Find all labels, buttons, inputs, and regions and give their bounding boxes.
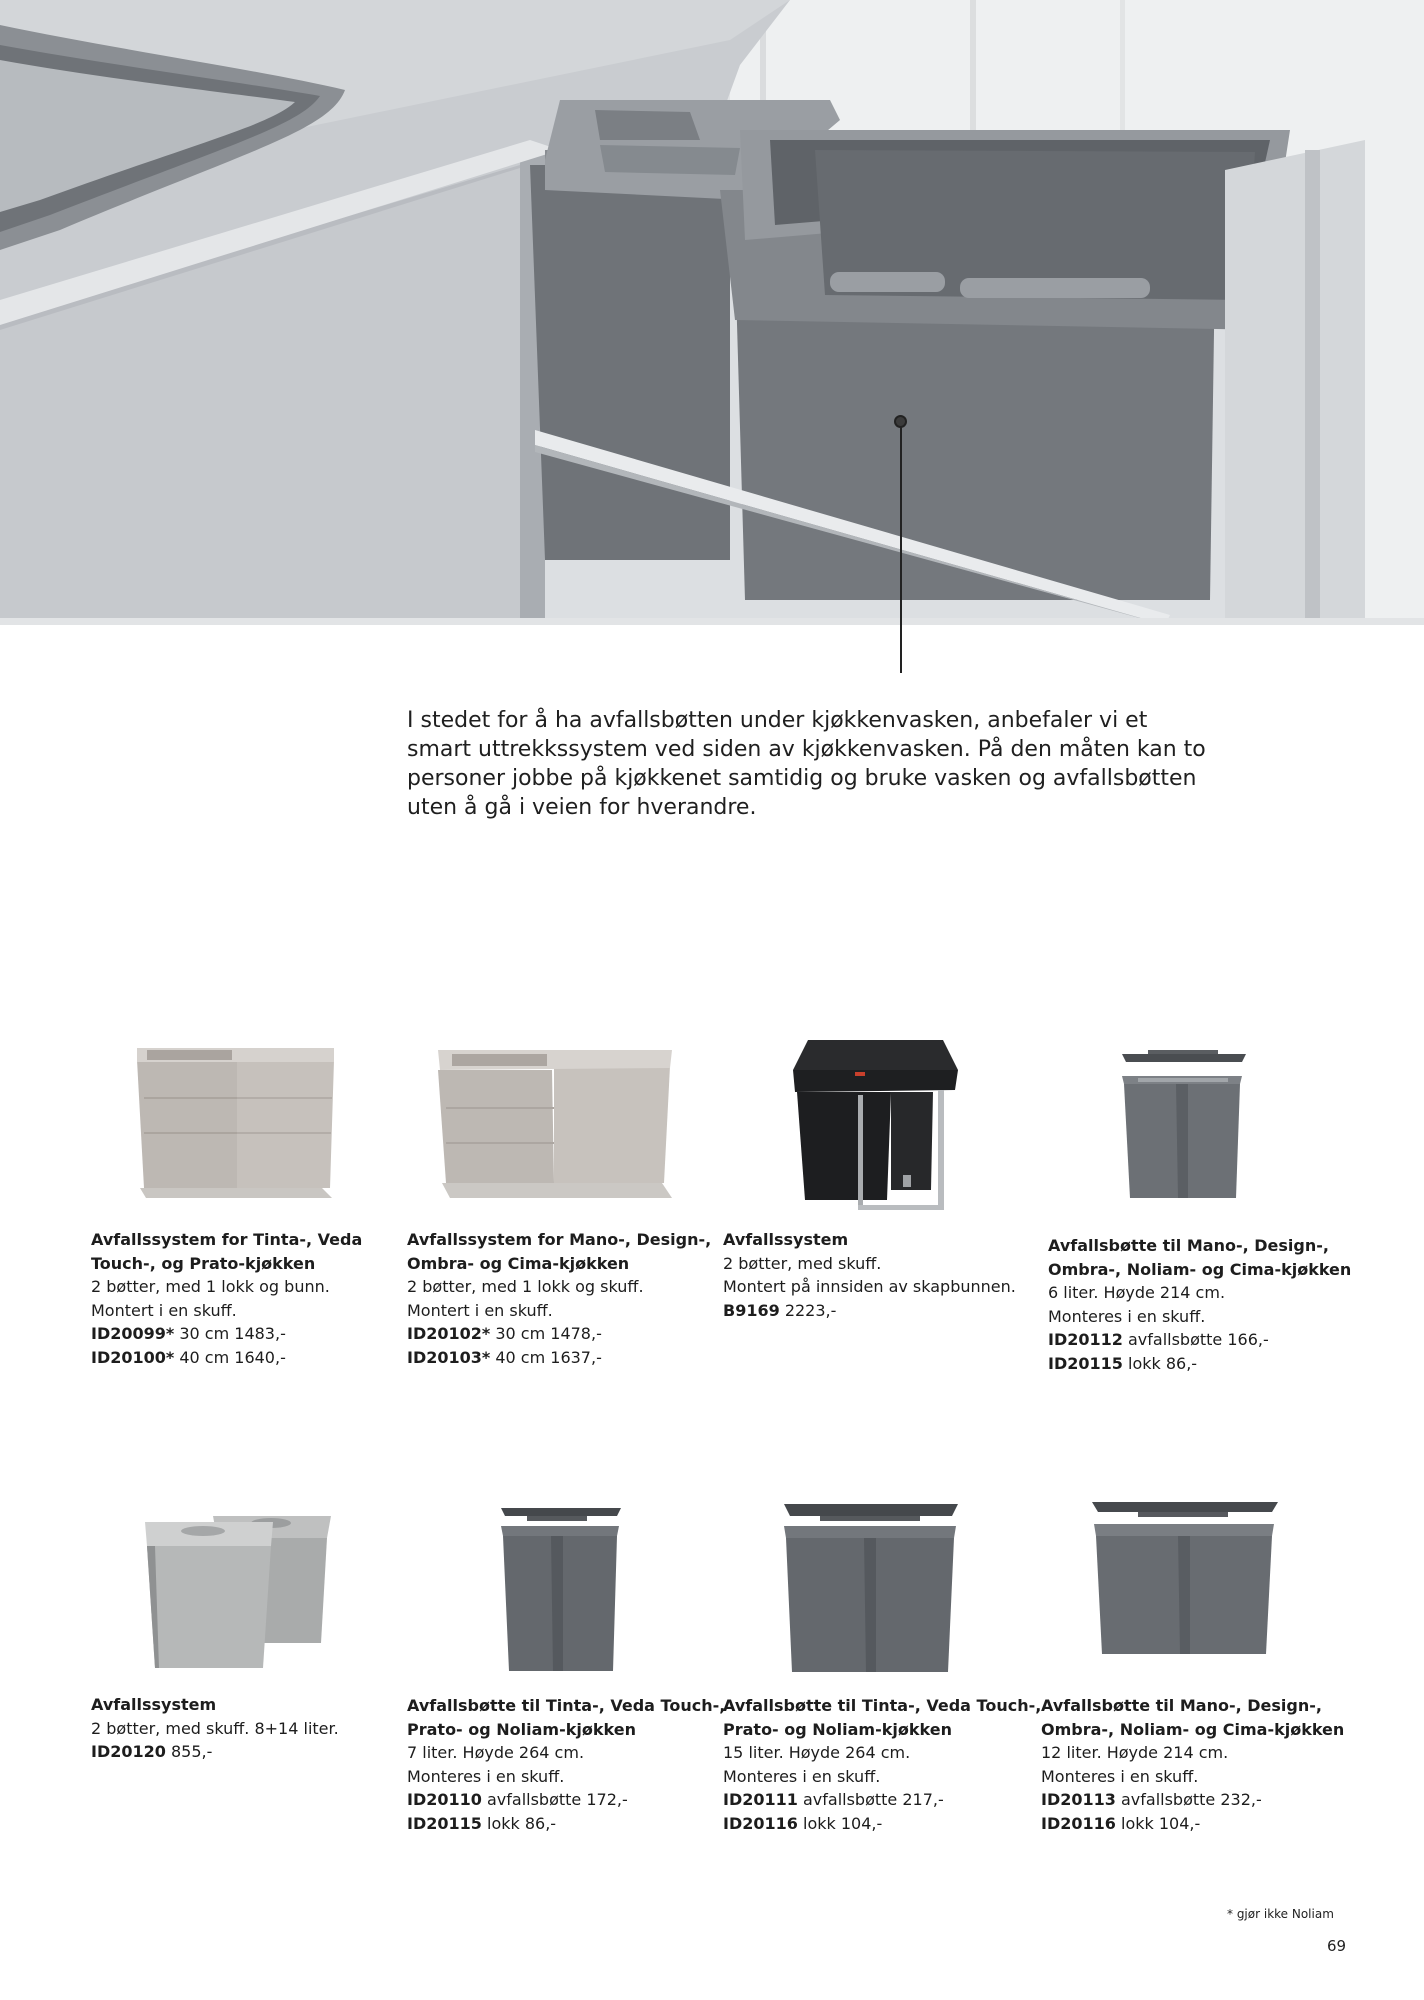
product-id: ID20103* (407, 1347, 491, 1367)
product-image-wide-double-bin (432, 1038, 677, 1208)
product-price-line (407, 1788, 725, 1812)
product-price-line (91, 1740, 339, 1764)
product-image-wide-bin-with-lid (1088, 1498, 1280, 1658)
product-price: lokk 86,- (481, 1813, 557, 1833)
product-id: ID20111 (723, 1790, 798, 1809)
product-title: Avfallsbøtte til Mano-, Design-, (1041, 1696, 1322, 1715)
product-image-medium-bin-with-lid (780, 1500, 962, 1675)
product-id: ID20099* (91, 1324, 175, 1343)
product-title: Avfallsbøtte til Mano-, Design-, (1048, 1236, 1329, 1255)
product-title: Touch-, og Prato-kjøkken (91, 1253, 316, 1273)
product-info (723, 1694, 1041, 1835)
product-description: 15 liter. Høyde 264 cm. (723, 1743, 911, 1762)
product-price: 40 cm 1637,- (490, 1347, 602, 1367)
intro-line: smart uttrekkssystem ved siden av kjøkkenvasken. På den måten kan to (407, 737, 1206, 762)
hero-photo (0, 0, 1424, 625)
product-info (1048, 1234, 1351, 1375)
product-price-line (407, 1346, 711, 1370)
product-image-two-bins-light (143, 1508, 333, 1678)
product-description: Monteres i en skuff. (723, 1766, 881, 1786)
product-price: 30 cm 1483,- (174, 1324, 286, 1343)
product-price-line (91, 1346, 362, 1370)
product-title: Avfallsbøtte til Tinta-, Veda Touch-, (723, 1696, 1042, 1715)
product-id: ID20110 (407, 1790, 482, 1809)
product-price-line (1041, 1788, 1344, 1812)
intro-line: personer jobbe på kjøkkenet samtidig og bruke vasken og avfallsbøtten (407, 766, 1197, 791)
product-price: 855,- (165, 1742, 213, 1761)
product-description: Monteres i en skuff. (407, 1766, 565, 1786)
product-info (407, 1694, 725, 1835)
product-title: Avfallssystem (723, 1230, 849, 1249)
product-price-line (723, 1812, 1041, 1836)
product-price: lokk 86,- (1122, 1353, 1198, 1373)
product-description: Monteres i en skuff. (1041, 1766, 1199, 1786)
product-description: Monteres i en skuff. (1048, 1306, 1206, 1326)
product-title: Prato- og Noliam-kjøkken (723, 1719, 952, 1739)
product-title: Ombra- og Cima-kjøkken (407, 1253, 630, 1273)
product-id: ID20120 (91, 1742, 166, 1761)
product-price: avfallsbøtte 217,- (797, 1790, 944, 1809)
callout-marker (894, 415, 907, 428)
product-description: 7 liter. Høyde 264 cm. (407, 1743, 585, 1762)
product-description: 2 bøtter, med 1 lokk og skuff. (407, 1277, 644, 1296)
product-price: 30 cm 1478,- (490, 1324, 602, 1343)
product-id: ID20113 (1041, 1790, 1116, 1809)
product-price: lokk 104,- (797, 1813, 883, 1833)
product-id: ID20115 (407, 1813, 482, 1833)
product-title: Avfallsbøtte til Tinta-, Veda Touch-, (407, 1696, 726, 1715)
product-price: 2223,- (779, 1300, 837, 1320)
product-price-line (407, 1322, 711, 1346)
product-title: Ombra-, Noliam- og Cima-kjøkken (1048, 1259, 1352, 1279)
product-price-line (723, 1788, 1041, 1812)
product-description: Montert i en skuff. (407, 1300, 553, 1320)
product-id: ID20102* (407, 1324, 491, 1343)
product-description: 2 bøtter, med skuff. 8+14 liter. (91, 1718, 339, 1738)
product-description: 2 bøtter, med 1 lokk og bunn. (91, 1277, 330, 1296)
product-id: ID20112 (1048, 1330, 1123, 1349)
product-image-tall-bin-with-lid (497, 1504, 623, 1674)
intro-line: I stedet for å ha avfallsbøtten under kjøkkenvasken, anbefaler vi et (407, 708, 1148, 733)
product-title: Avfallssystem for Mano-, Design-, (407, 1230, 712, 1249)
product-price-line (1048, 1352, 1351, 1376)
product-info (723, 1228, 1016, 1322)
intro-paragraph (407, 706, 1207, 822)
product-title: Prato- og Noliam-kjøkken (407, 1719, 636, 1739)
product-info (407, 1228, 711, 1369)
product-price: avfallsbøtte 166,- (1122, 1330, 1269, 1349)
product-id: ID20100* (91, 1347, 175, 1367)
product-price-line (723, 1299, 1016, 1323)
product-description: Montert på innsiden av skapbunnen. (723, 1277, 1016, 1296)
product-description: Montert i en skuff. (91, 1300, 237, 1320)
product-image-single-bin-with-lid (1118, 1048, 1250, 1203)
product-price-line (1041, 1812, 1344, 1836)
product-price: avfallsbøtte 172,- (481, 1790, 628, 1809)
product-title: Ombra-, Noliam- og Cima-kjøkken (1041, 1719, 1345, 1739)
product-price-line (407, 1812, 725, 1836)
product-id: ID20116 (1041, 1813, 1116, 1833)
product-info (91, 1693, 339, 1764)
product-id: B9169 (723, 1300, 780, 1320)
product-info (1041, 1694, 1344, 1835)
intro-line: uten å gå i veien for hverandre. (407, 795, 757, 820)
footnote: * gjør ikke Noliam (1227, 1907, 1334, 1921)
product-id: ID20115 (1048, 1353, 1123, 1373)
product-id: ID20116 (723, 1813, 798, 1833)
product-description: 2 bøtter, med skuff. (723, 1253, 882, 1273)
product-title: Avfallssystem (91, 1695, 217, 1714)
product-description: 6 liter. Høyde 214 cm. (1048, 1283, 1226, 1302)
callout-line (900, 421, 902, 673)
product-description: 12 liter. Høyde 214 cm. (1041, 1743, 1229, 1762)
page-number: 69 (1327, 1937, 1347, 1955)
product-image-black-bin-with-frame (783, 1040, 963, 1215)
product-title: Avfallssystem for Tinta-, Veda (91, 1230, 363, 1249)
product-price: lokk 104,- (1115, 1813, 1201, 1833)
product-image-double-bin-light (132, 1038, 342, 1208)
product-price-line (1048, 1328, 1351, 1352)
product-info (91, 1228, 362, 1369)
product-price: 40 cm 1640,- (174, 1347, 286, 1367)
product-price: avfallsbøtte 232,- (1115, 1790, 1262, 1809)
kitchen-drawer-illustration (0, 0, 1424, 625)
product-price-line (91, 1322, 362, 1346)
